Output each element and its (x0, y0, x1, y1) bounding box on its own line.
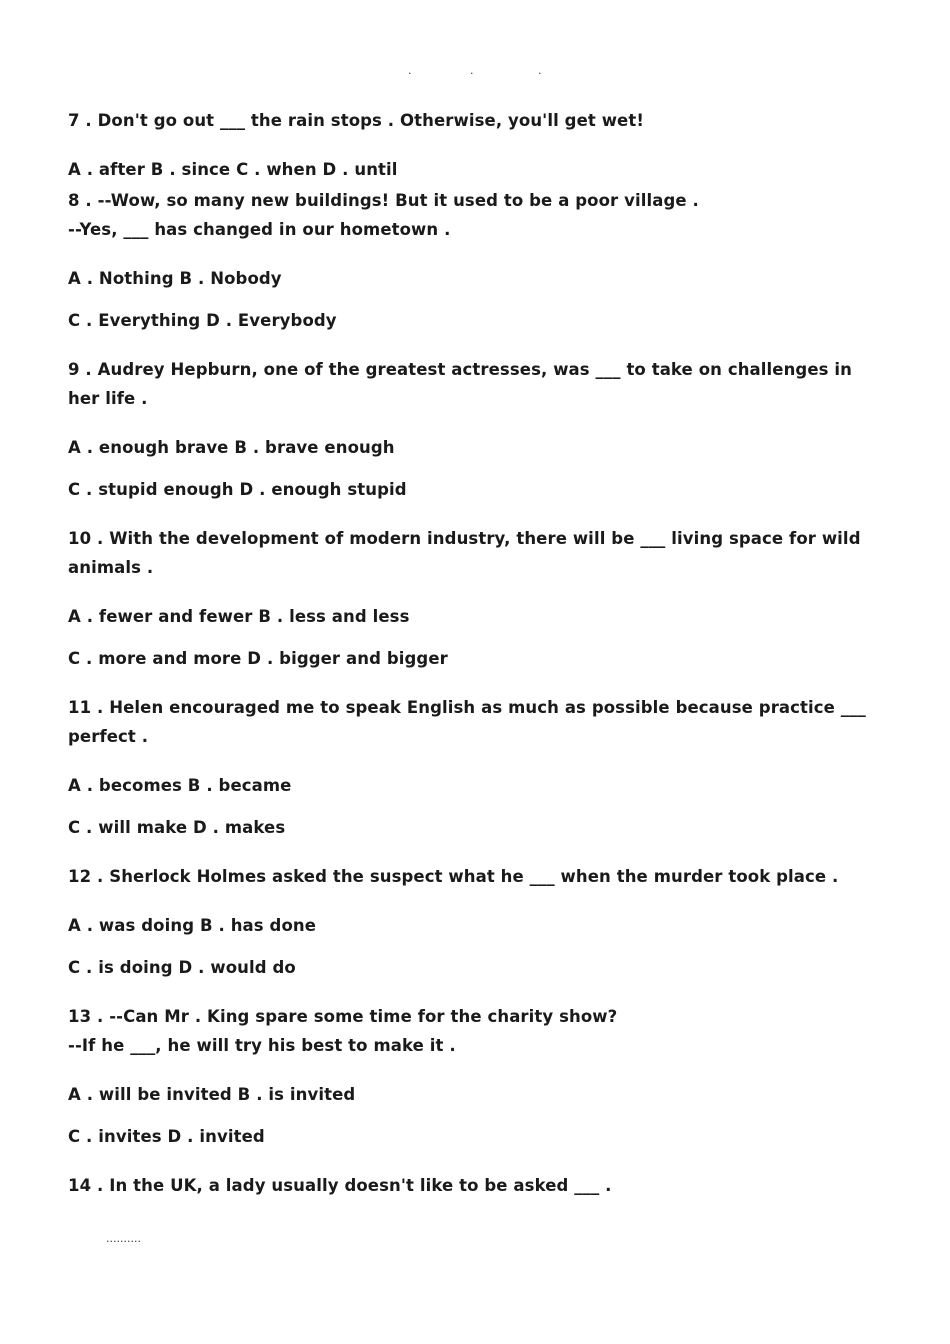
question-9-options-ab: A . enough brave B . brave enough (68, 438, 395, 457)
question-7-options: A . after B . since C . when D . until (68, 160, 398, 179)
question-14-stem: 14 . In the UK, a lady usually doesn't like to be asked ___ . (68, 1176, 612, 1195)
question-10-options-cd: C . more and more D . bigger and bigger (68, 649, 448, 668)
question-11-stem-line-1: 11 . Helen encouraged me to speak English as much as possible because practice ___ (68, 698, 866, 717)
header-dot: . (538, 64, 542, 77)
question-9-stem-line-1: 9 . Audrey Hepburn, one of the greatest actresses, was ___ to take on challenges in (68, 360, 853, 379)
question-11-options-ab: A . becomes B . became (68, 776, 292, 795)
question-13-options-ab: A . will be invited B . is invited (68, 1085, 356, 1104)
question-10-stem-line-1: 10 . With the development of modern industry, there will be ___ living space for wild (68, 529, 861, 548)
question-9-options-cd: C . stupid enough D . enough stupid (68, 480, 407, 499)
page-header-dots (0, 64, 950, 84)
page-footer-dots: .......... (106, 1232, 141, 1245)
header-dot: . (408, 64, 412, 77)
question-13-stem-line-2: --If he ___, he will try his best to make it . (68, 1036, 456, 1055)
question-12-stem: 12 . Sherlock Holmes asked the suspect what he ___ when the murder took place . (68, 867, 839, 886)
question-13-stem-line-1: 13 . --Can Mr . King spare some time for the charity show? (68, 1007, 618, 1026)
question-10-options-ab: A . fewer and fewer B . less and less (68, 607, 410, 626)
question-7-stem: 7 . Don't go out ___ the rain stops . Otherwise, you'll get wet! (68, 111, 644, 130)
question-list (68, 106, 878, 1200)
question-11-stem-line-2: perfect . (68, 727, 149, 746)
question-11-options-cd: C . will make D . makes (68, 818, 286, 837)
question-13-options-cd: C . invites D . invited (68, 1127, 265, 1146)
question-10-stem-line-2: animals . (68, 558, 154, 577)
question-8-options-cd: C . Everything D . Everybody (68, 311, 337, 330)
question-12-options-cd: C . is doing D . would do (68, 958, 296, 977)
question-9-stem-line-2: her life . (68, 389, 148, 408)
question-12-options-ab: A . was doing B . has done (68, 916, 317, 935)
question-8-stem-line-2: --Yes, ___ has changed in our hometown . (68, 220, 451, 239)
header-dot: . (470, 64, 474, 77)
question-8-options-ab: A . Nothing B . Nobody (68, 269, 282, 288)
question-8-stem-line-1: 8 . --Wow, so many new buildings! But it used to be a poor village . (68, 191, 699, 210)
